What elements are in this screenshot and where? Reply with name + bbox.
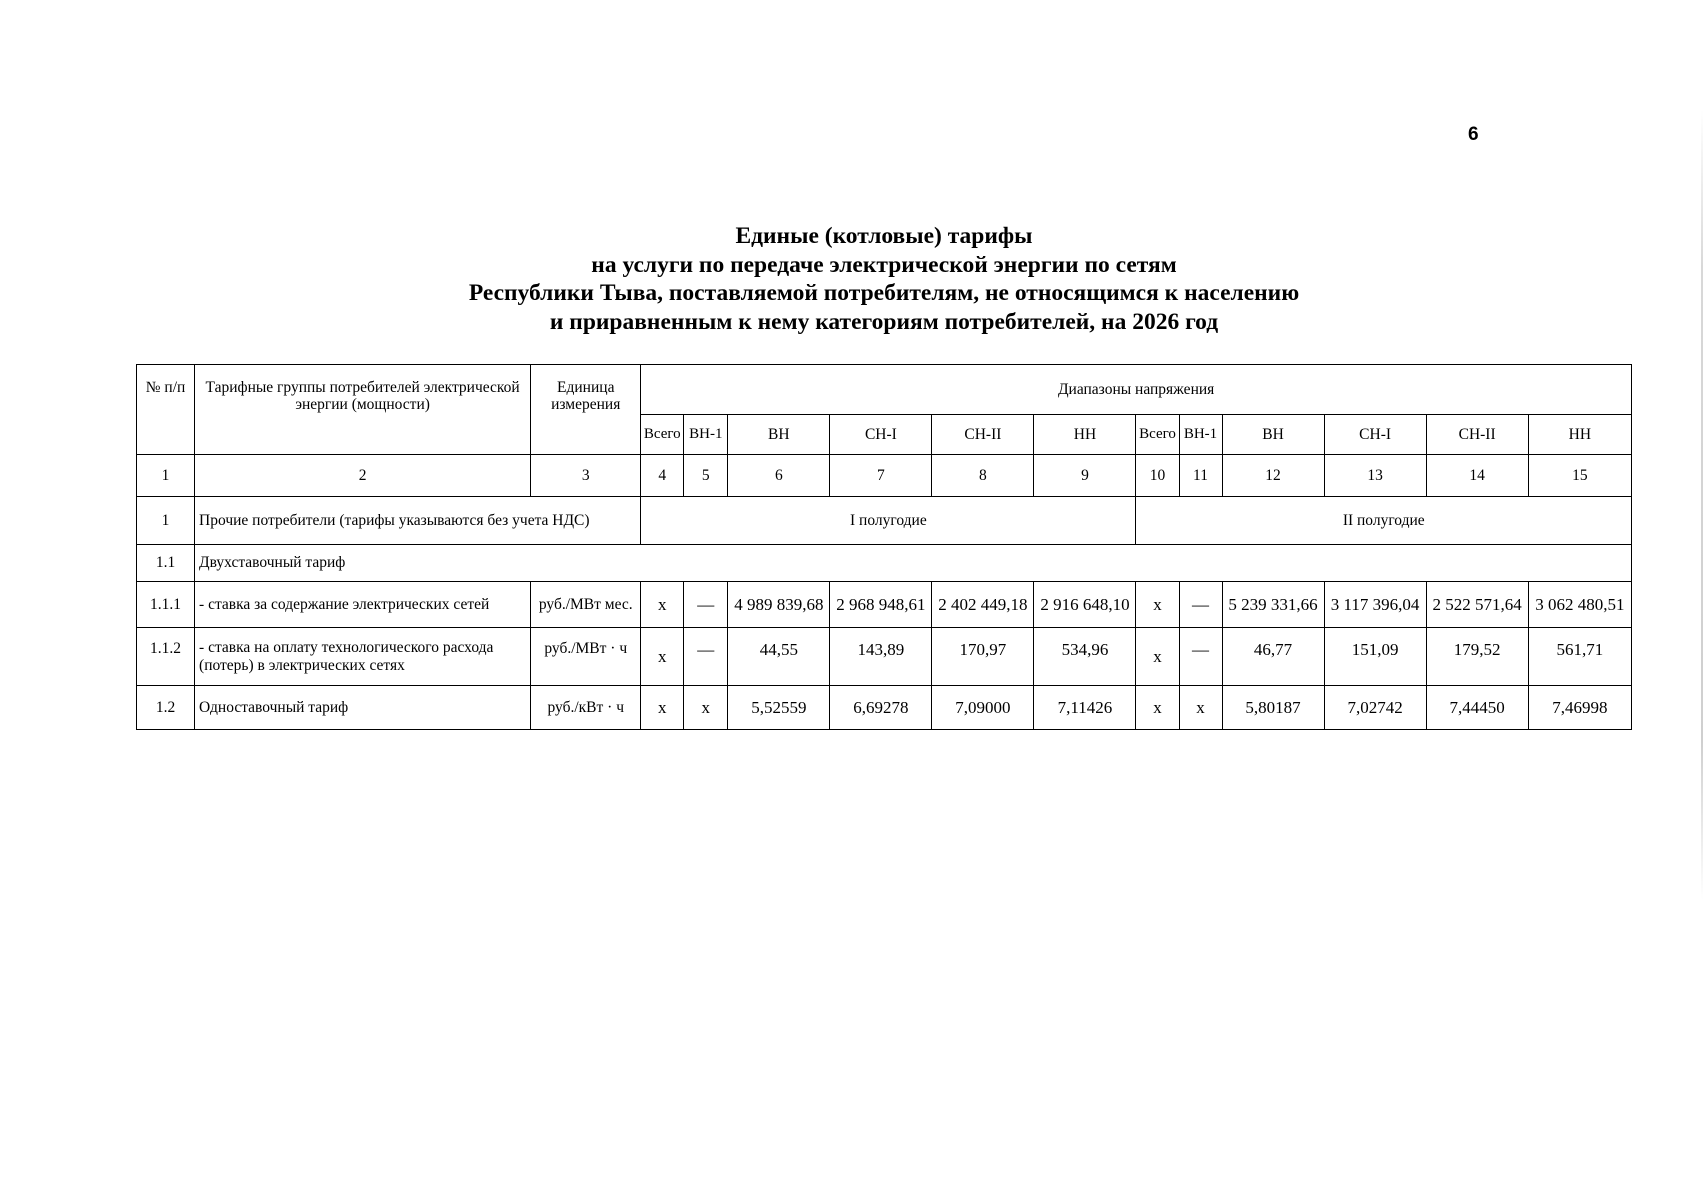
value-cell: х: [1136, 628, 1179, 686]
column-number: 12: [1222, 455, 1324, 497]
header-num: № п/п: [137, 365, 195, 455]
value-cell: х: [641, 628, 684, 686]
header-voltage: ВН: [728, 415, 830, 455]
value-cell: —: [684, 582, 728, 628]
table-row: [137, 497, 1632, 545]
row-number: 1.2: [137, 686, 195, 730]
table-row: [137, 582, 1632, 628]
header-voltage: Всего: [1136, 415, 1179, 455]
column-number: 13: [1324, 455, 1426, 497]
header-groups: Тарифные группы потребителей электрической энергии (мощности): [195, 365, 531, 455]
row-unit: руб./кВт · ч: [531, 686, 641, 730]
column-number: 11: [1179, 455, 1222, 497]
title-line: и приравненным к нему категориям потребителей, на 2026 год: [549, 308, 1219, 335]
header-voltage-ranges: Диапазоны напряжения: [641, 365, 1632, 415]
value-cell: 6,69278: [830, 686, 932, 730]
row-name: Прочие потребители (тарифы указываются без учета НДС): [195, 497, 641, 545]
value-cell: х: [641, 582, 684, 628]
row-number: 1.1.2: [137, 628, 195, 686]
value-cell: 5,52559: [728, 686, 830, 730]
header-voltage: ВН-1: [1179, 415, 1222, 455]
value-cell: 7,44450: [1426, 686, 1528, 730]
row-name: Двухставочный тариф: [195, 545, 1632, 582]
table-row: [137, 628, 1632, 686]
first-half-label: I полугодие: [641, 497, 1136, 545]
title-line: Республики Тыва, поставляемой потребителям, не относящимся к населению: [468, 280, 1300, 306]
column-number: 15: [1528, 455, 1631, 497]
value-cell: 5 239 331,66: [1222, 582, 1324, 628]
value-cell: 179,52: [1426, 628, 1528, 686]
value-cell: х: [641, 686, 684, 730]
value-cell: х: [1136, 582, 1179, 628]
row-name: - ставка на оплату технологического расхода (потерь) в электрических сетях: [195, 628, 531, 686]
table-row: [137, 686, 1632, 730]
header-voltage: СН-II: [1426, 415, 1528, 455]
document-title: [0, 222, 1703, 336]
value-cell: 7,11426: [1034, 686, 1136, 730]
header-voltage: ВН-1: [684, 415, 728, 455]
value-cell: 2 402 449,18: [932, 582, 1034, 628]
header-voltage: НН: [1528, 415, 1631, 455]
value-cell: 44,55: [728, 628, 830, 686]
column-number: 7: [830, 455, 932, 497]
value-cell: х: [1179, 686, 1222, 730]
tariff-table: [136, 364, 1632, 730]
value-cell: 2 968 948,61: [830, 582, 932, 628]
column-number: 3: [531, 455, 641, 497]
row-unit: руб./МВт мес.: [531, 582, 641, 628]
value-cell: 3 117 396,04: [1324, 582, 1426, 628]
title-line: на услуги по передаче электрической энергии по сетям: [591, 251, 1177, 278]
column-number: 6: [728, 455, 830, 497]
header-voltage: СН-II: [932, 415, 1034, 455]
value-cell: 2 916 648,10: [1034, 582, 1136, 628]
header-voltage: Всего: [641, 415, 684, 455]
column-number: 9: [1034, 455, 1136, 497]
row-number: 1: [137, 497, 195, 545]
header-unit: Единица измерения: [531, 365, 641, 455]
second-half-label: II полугодие: [1136, 497, 1632, 545]
value-cell: 151,09: [1324, 628, 1426, 686]
column-number: 4: [641, 455, 684, 497]
title-line: Единые (котловые) тарифы: [735, 223, 1033, 249]
column-number: 14: [1426, 455, 1528, 497]
table-row: [137, 545, 1632, 582]
value-cell: 170,97: [932, 628, 1034, 686]
column-number: 5: [684, 455, 728, 497]
header-voltage: СН-I: [830, 415, 932, 455]
value-cell: 534,96: [1034, 628, 1136, 686]
value-cell: 4 989 839,68: [728, 582, 830, 628]
row-name: - ставка за содержание электрических сетей: [195, 582, 531, 628]
value-cell: х: [684, 686, 728, 730]
page-number: 6: [1468, 124, 1479, 145]
column-number: 1: [137, 455, 195, 497]
row-name: Одноставочный тариф: [195, 686, 531, 730]
row-number: 1.1.1: [137, 582, 195, 628]
value-cell: 3 062 480,51: [1528, 582, 1631, 628]
value-cell: 7,09000: [932, 686, 1034, 730]
column-number: 10: [1136, 455, 1179, 497]
value-cell: 561,71: [1528, 628, 1631, 686]
value-cell: 46,77: [1222, 628, 1324, 686]
column-number: 2: [195, 455, 531, 497]
value-cell: 7,46998: [1528, 686, 1631, 730]
value-cell: 2 522 571,64: [1426, 582, 1528, 628]
value-cell: —: [1179, 628, 1222, 686]
value-cell: 5,80187: [1222, 686, 1324, 730]
value-cell: —: [1179, 582, 1222, 628]
value-cell: 7,02742: [1324, 686, 1426, 730]
row-number: 1.1: [137, 545, 195, 582]
value-cell: х: [1136, 686, 1179, 730]
header-voltage: НН: [1034, 415, 1136, 455]
value-cell: 143,89: [830, 628, 932, 686]
column-number: 8: [932, 455, 1034, 497]
row-unit: руб./МВт · ч: [531, 628, 641, 686]
header-voltage: ВН: [1222, 415, 1324, 455]
value-cell: —: [684, 628, 728, 686]
header-voltage: СН-I: [1324, 415, 1426, 455]
